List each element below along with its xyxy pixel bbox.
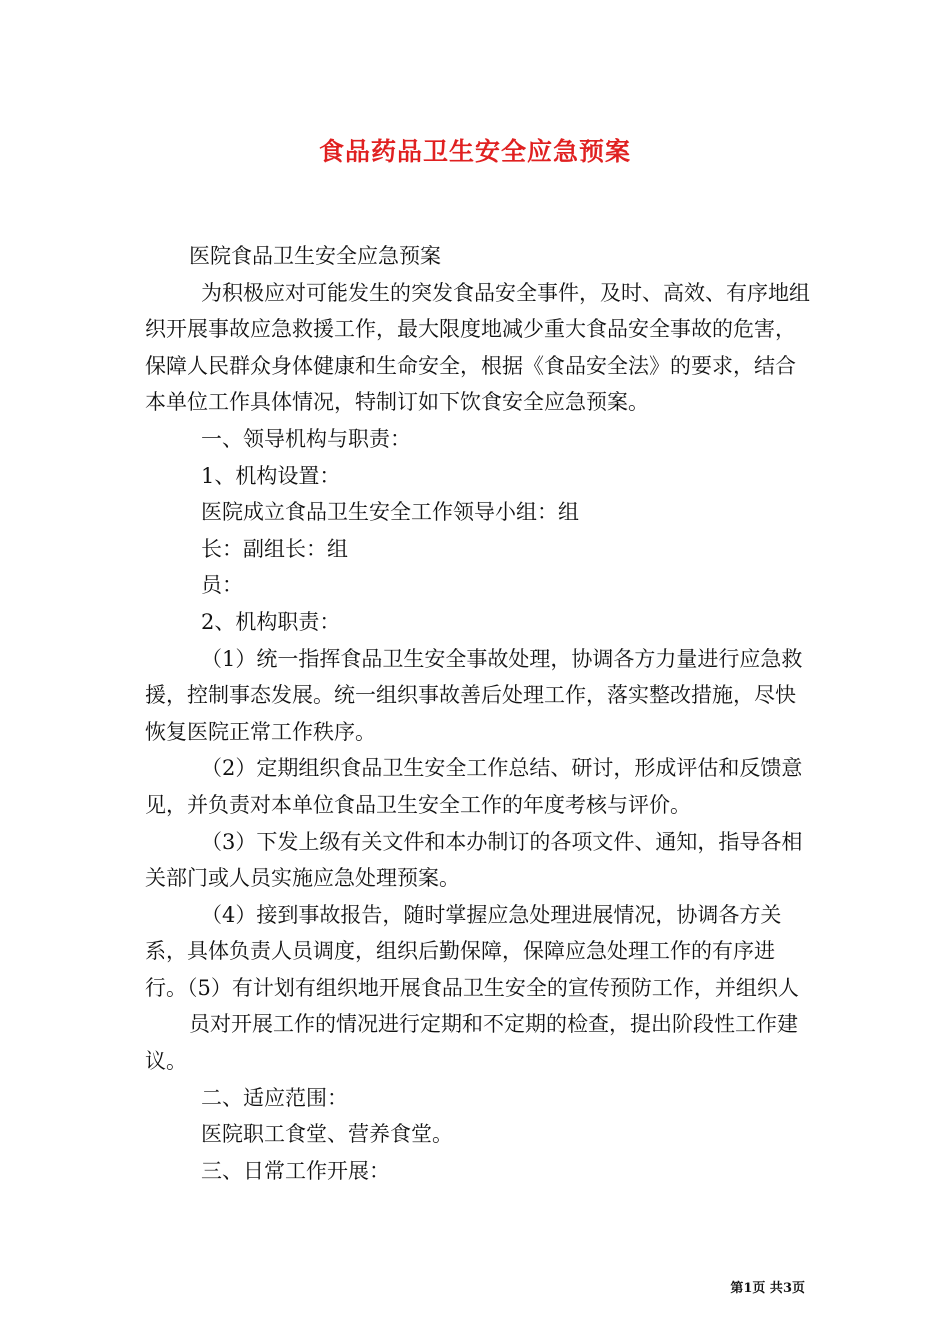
paragraph: 医院职工食堂、营养食堂。 <box>201 1122 453 1147</box>
document-body <box>145 238 810 1189</box>
paragraph: 员对开展工作的情况进行定期和不定期的检查，提出阶段性工作建议。 <box>145 1012 798 1074</box>
page-number-prefix: 第 <box>730 1281 744 1296</box>
paragraph: 长：副组长：组 <box>201 536 348 561</box>
subsection-heading: 2、机构职责： <box>201 609 341 634</box>
document-title: 食品药品卫生安全应急预案 <box>318 137 631 166</box>
paragraph: 医院成立食品卫生安全工作领导小组：组 <box>201 500 579 525</box>
page-number-current: 1 <box>743 1281 753 1296</box>
list-item: （2）定期组织食品卫生安全工作总结、研讨，形成评估和反馈意见，并负责对本单位食品卫生安全工作的年度考核与评价。 <box>145 756 803 817</box>
page-number <box>0 1277 805 1296</box>
paragraph: 为积极应对可能发生的突发食品安全事件，及时、高效、有序地组织开展事故应急救援工作，最大限度地减少重大食品安全事故的危害，保障人民群众身体健康和生命安全，根据《食品安全法》的要求，结合本单位工作具体情况，特制订如下饮食安全应急预案。 <box>145 280 810 415</box>
page-number-middle: 页 共 <box>752 1281 783 1296</box>
section-heading: 一、领导机构与职责： <box>201 426 411 451</box>
subsection-heading: 1、机构设置： <box>201 463 341 488</box>
list-item: （3）下发上级有关文件和本办制订的各项文件、通知，指导各相关部门或人员实施应急处理预案。 <box>145 829 803 891</box>
document-subtitle: 医院食品卫生安全应急预案 <box>189 244 441 268</box>
list-item: （4）接到事故报告，随时掌握应急处理进展情况，协调各方关系，具体负责人员调度，组织后勤保障，保障应急处理工作的有序进行。（5）有计划有组织地开展食品卫生安全的宣传预防工作，并组织人 <box>145 902 799 1000</box>
section-heading: 三、日常工作开展： <box>201 1158 390 1183</box>
paragraph: 员： <box>201 573 243 598</box>
list-item: （1）统一指挥食品卫生安全事故处理，协调各方力量进行应急救援，控制事态发展。统一组织事故善后处理工作，落实整改措施，尽快恢复医院正常工作秩序。 <box>145 646 803 744</box>
page-number-total: 3 <box>782 1281 792 1296</box>
page-number-suffix: 页 <box>791 1281 805 1296</box>
section-heading: 二、适应范围： <box>201 1085 348 1110</box>
